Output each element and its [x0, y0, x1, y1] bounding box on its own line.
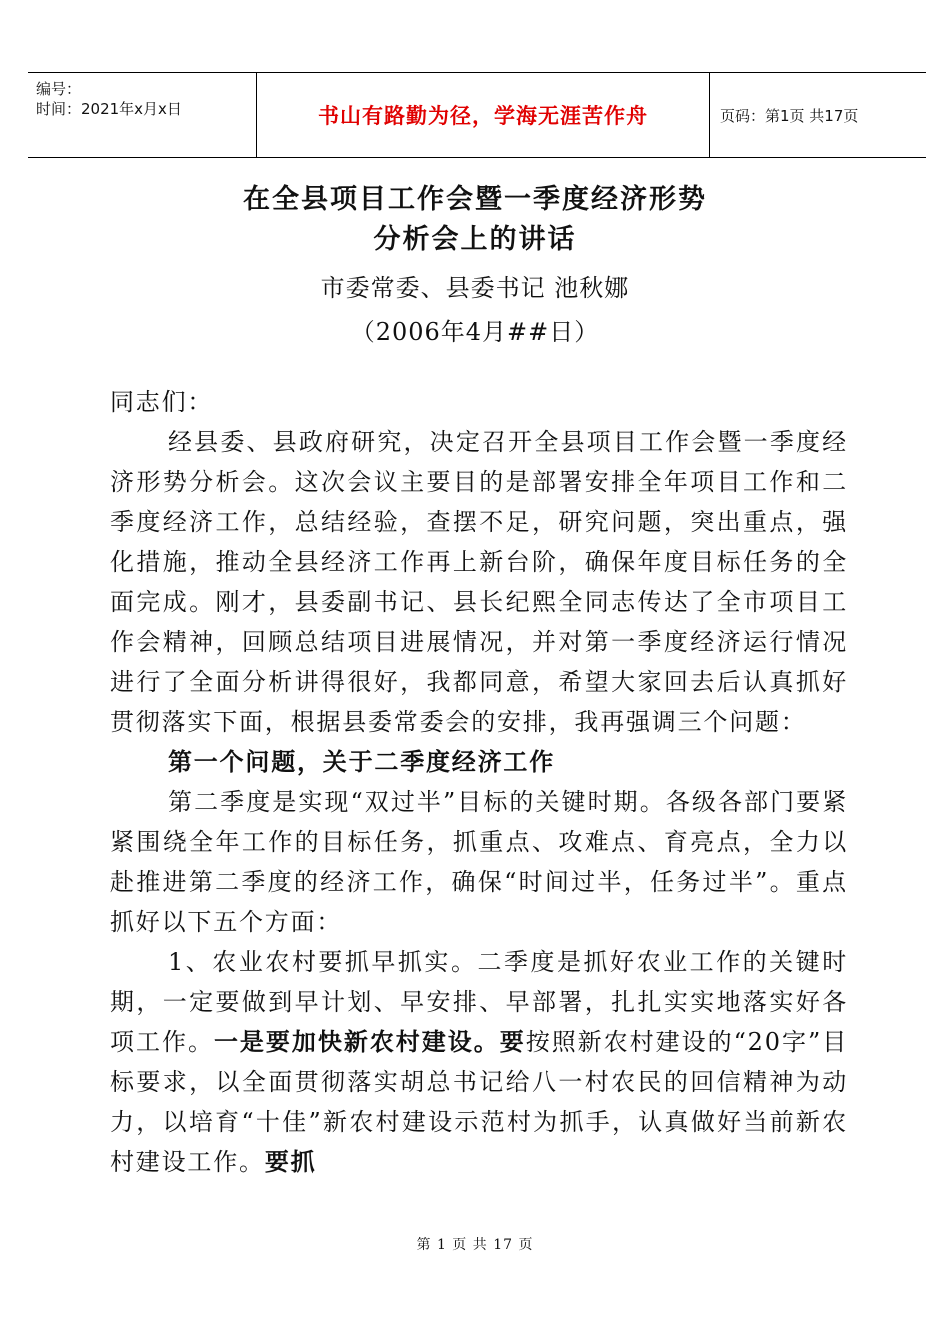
title-block — [0, 180, 950, 352]
number-label: 编号： — [36, 80, 82, 98]
motto-text: 书山有路勤为径，学海无涯苦作舟 — [318, 104, 648, 128]
page-header — [28, 72, 926, 158]
doc-author: 市委常委、县委书记 池秋娜 — [320, 274, 630, 302]
page-footer: 第 1 页 共 17 页 — [416, 1237, 534, 1253]
agriculture-emphasis-end: 要抓 — [264, 1148, 317, 1176]
agriculture-text-b: 按照新农村建设的“20字”目标要求，以全面贯彻落实胡总书记给八一村农民的回信精神为动力，以培育“十佳”新农村建设示范村为抓手，认真做好当前新农村建设工作。 — [110, 1028, 848, 1176]
agriculture-emphasis: 一是要加快新农村建设。要 — [213, 1028, 526, 1056]
header-motto-cell — [256, 73, 710, 157]
doc-title-line2: 分析会上的讲话 — [373, 224, 577, 255]
header-meta — [36, 79, 264, 119]
doc-title-line1: 在全县项目工作会暨一季度经济形势 — [243, 184, 707, 215]
section-heading: 第一个问题，关于二季度经济工作 — [168, 748, 555, 776]
paragraph-agriculture — [110, 942, 848, 1182]
doc-date: （2006年4月##日） — [350, 318, 600, 346]
paragraph-second-quarter: 第二季度是实现“双过半”目标的关键时期。各级各部门要紧紧围绕全年工作的目标任务，抓重点、攻难点、育亮点，全力以赴推进第二季度的经济工作，确保“时间过半，任务过半”。重点抓好以下五个方面： — [110, 788, 848, 936]
time-label: 时间：2021年x月x日 — [36, 100, 182, 118]
doc-body — [110, 382, 848, 1182]
agriculture-text-a: 1、农业农村要抓早抓实。二季度是抓好农业工作的关键时期，一定要做到早计划、早安排、早部署，扎扎实实地落实好各项工作。 — [110, 948, 848, 1056]
salutation: 同志们： — [110, 388, 214, 416]
paragraph-intro: 经县委、县政府研究，决定召开全县项目工作会暨一季度经济形势分析会。这次会议主要目的是部署安排全年项目工作和二季度经济工作，总结经验，查摆不足，研究问题，突出重点，强化措施，推动全县经济工作再上新台阶，确保年度目标任务的全面完成。刚才，县委副书记、县长纪熙全同志传达了全市项目工作会精神，回顾总结项目进展情况，并对第一季度经济运行情况进行了全面分析讲得很好，我都同意，希望大家回去后认真抓好贯彻落实下面，根据县委常委会的安排，我再强调三个问题： — [110, 428, 848, 736]
header-page-info: 页码：第1页 共17页 — [720, 107, 859, 125]
